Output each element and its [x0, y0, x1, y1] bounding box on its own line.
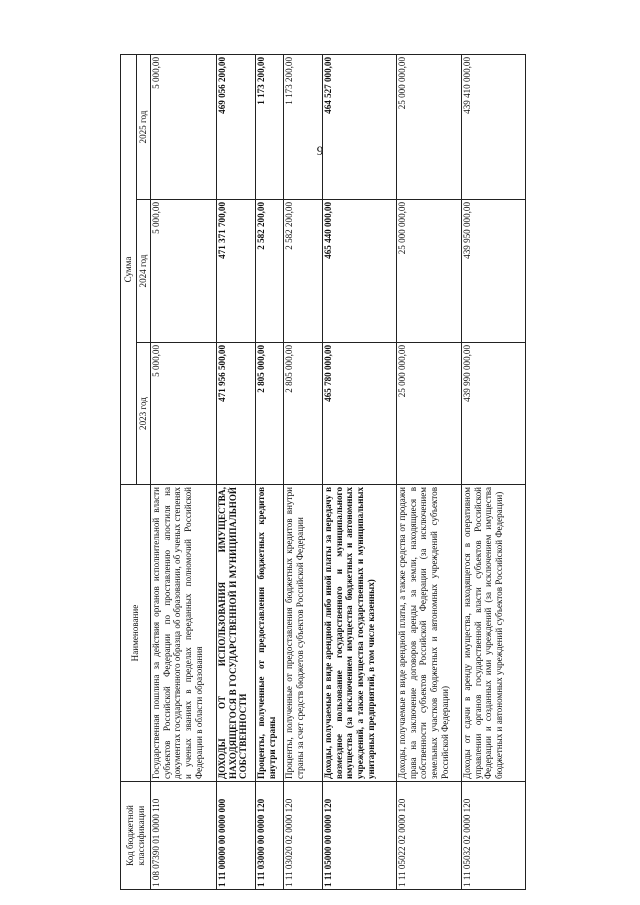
table-row: [256, 55, 284, 890]
row-name: Доходы, получаемые в виде арендной платы, а также средства от продажи права на заключение договоров аренды за земли, находящиеся в собственности субъектов Российской Федерации (за исключением земельных участков бюджетных и автономных учреждений субъектов Российской Федерации): [397, 485, 462, 782]
row-amount-2025: 1 173 200,00: [284, 55, 323, 200]
table-row: [397, 55, 462, 890]
row-amount-2025: 1 173 200,00: [256, 55, 284, 200]
budget-table: [120, 54, 526, 890]
row-amount-2024: 5 000,00: [151, 200, 217, 343]
rotated-table-wrapper: [120, 55, 520, 890]
row-amount-2024: 25 000 000,00: [397, 200, 462, 343]
row-amount-2024: 439 950 000,00: [462, 200, 526, 343]
row-code: 1 08 07390 01 0000 110: [151, 782, 217, 890]
table-row: [217, 55, 256, 890]
header-name: Наименование: [121, 485, 151, 782]
row-name: ДОХОДЫ ОТ ИСПОЛЬЗОВАНИЯ ИМУЩЕСТВА, НАХОДЯЩЕГОСЯ В ГОСУДАРСТВЕННОЙ И МУНИЦИПАЛЬНОЙ СОБСТВЕННОСТИ: [217, 485, 256, 782]
row-amount-2025: 469 056 200,00: [217, 55, 256, 200]
row-amount-2024: 465 440 000,00: [323, 200, 397, 343]
row-amount-2024: 2 582 200,00: [284, 200, 323, 343]
row-amount-2025: 464 527 000,00: [323, 55, 397, 200]
row-amount-2023: 25 000 000,00: [397, 343, 462, 485]
header-code: Код бюджетной классификации: [121, 782, 151, 890]
row-code: 1 11 05022 02 0000 120: [397, 782, 462, 890]
row-amount-2024: 2 582 200,00: [256, 200, 284, 343]
row-amount-2023: 2 805 000,00: [284, 343, 323, 485]
header-year-2025: 2025 год: [137, 55, 151, 200]
row-amount-2025: 439 410 000,00: [462, 55, 526, 200]
row-code: 1 11 00000 00 0000 000: [217, 782, 256, 890]
row-amount-2025: 5 000,00: [151, 55, 217, 200]
table-row: [323, 55, 397, 890]
table-row: [462, 55, 526, 890]
header-year-2024: 2024 год: [137, 200, 151, 343]
row-amount-2023: 2 805 000,00: [256, 343, 284, 485]
row-code: 1 11 05000 00 0000 120: [323, 782, 397, 890]
header-year-2023: 2023 год: [137, 343, 151, 485]
row-amount-2024: 471 371 700,00: [217, 200, 256, 343]
header-sum: Сумма: [121, 55, 137, 485]
row-amount-2023: 439 990 000,00: [462, 343, 526, 485]
row-name: Доходы, получаемые в виде арендной либо иной платы за передачу в возмездное пользование государственного и муниципального имущества (за исключением имущества бюджетных и автономных учреждений, а также имущества государственных и муниципальных унитарных предприятий, в том числе казенных): [323, 485, 397, 782]
row-name: Проценты, полученные от предоставления бюджетных кредитов внутри страны за счет средств бюджетов субъектов Российской Федерации: [284, 485, 323, 782]
row-amount-2023: 465 780 000,00: [323, 343, 397, 485]
row-code: 1 11 05032 02 0000 120: [462, 782, 526, 890]
table-row: [151, 55, 217, 890]
row-name: Государственная пошлина за действия органов исполнительной власти субъектов Российской Федерации по проставлению апостиля на документах государственного образца об образовании, об ученых степенях и ученых званиях в пределах переданных полномочий Российской Федерации в области образования: [151, 485, 217, 782]
row-amount-2023: 5 000,00: [151, 343, 217, 485]
row-amount-2023: 471 956 500,00: [217, 343, 256, 485]
row-name: Доходы от сдачи в аренду имущества, находящегося в оперативном управлении органов государственной власти субъектов Российской Федерации и созданных ими учреждений (за исключением имущества бюджетных и автономных учреждений субъектов Российской Федерации): [462, 485, 526, 782]
table-row: [284, 55, 323, 890]
row-code: 1 11 03020 02 0000 120: [284, 782, 323, 890]
row-amount-2025: 25 000 000,00: [397, 55, 462, 200]
page-number: 9: [316, 143, 324, 158]
row-name: Проценты, полученные от предоставления бюджетных кредитов внутри страны: [256, 485, 284, 782]
row-code: 1 11 03000 00 0000 120: [256, 782, 284, 890]
table-body: [151, 55, 526, 890]
